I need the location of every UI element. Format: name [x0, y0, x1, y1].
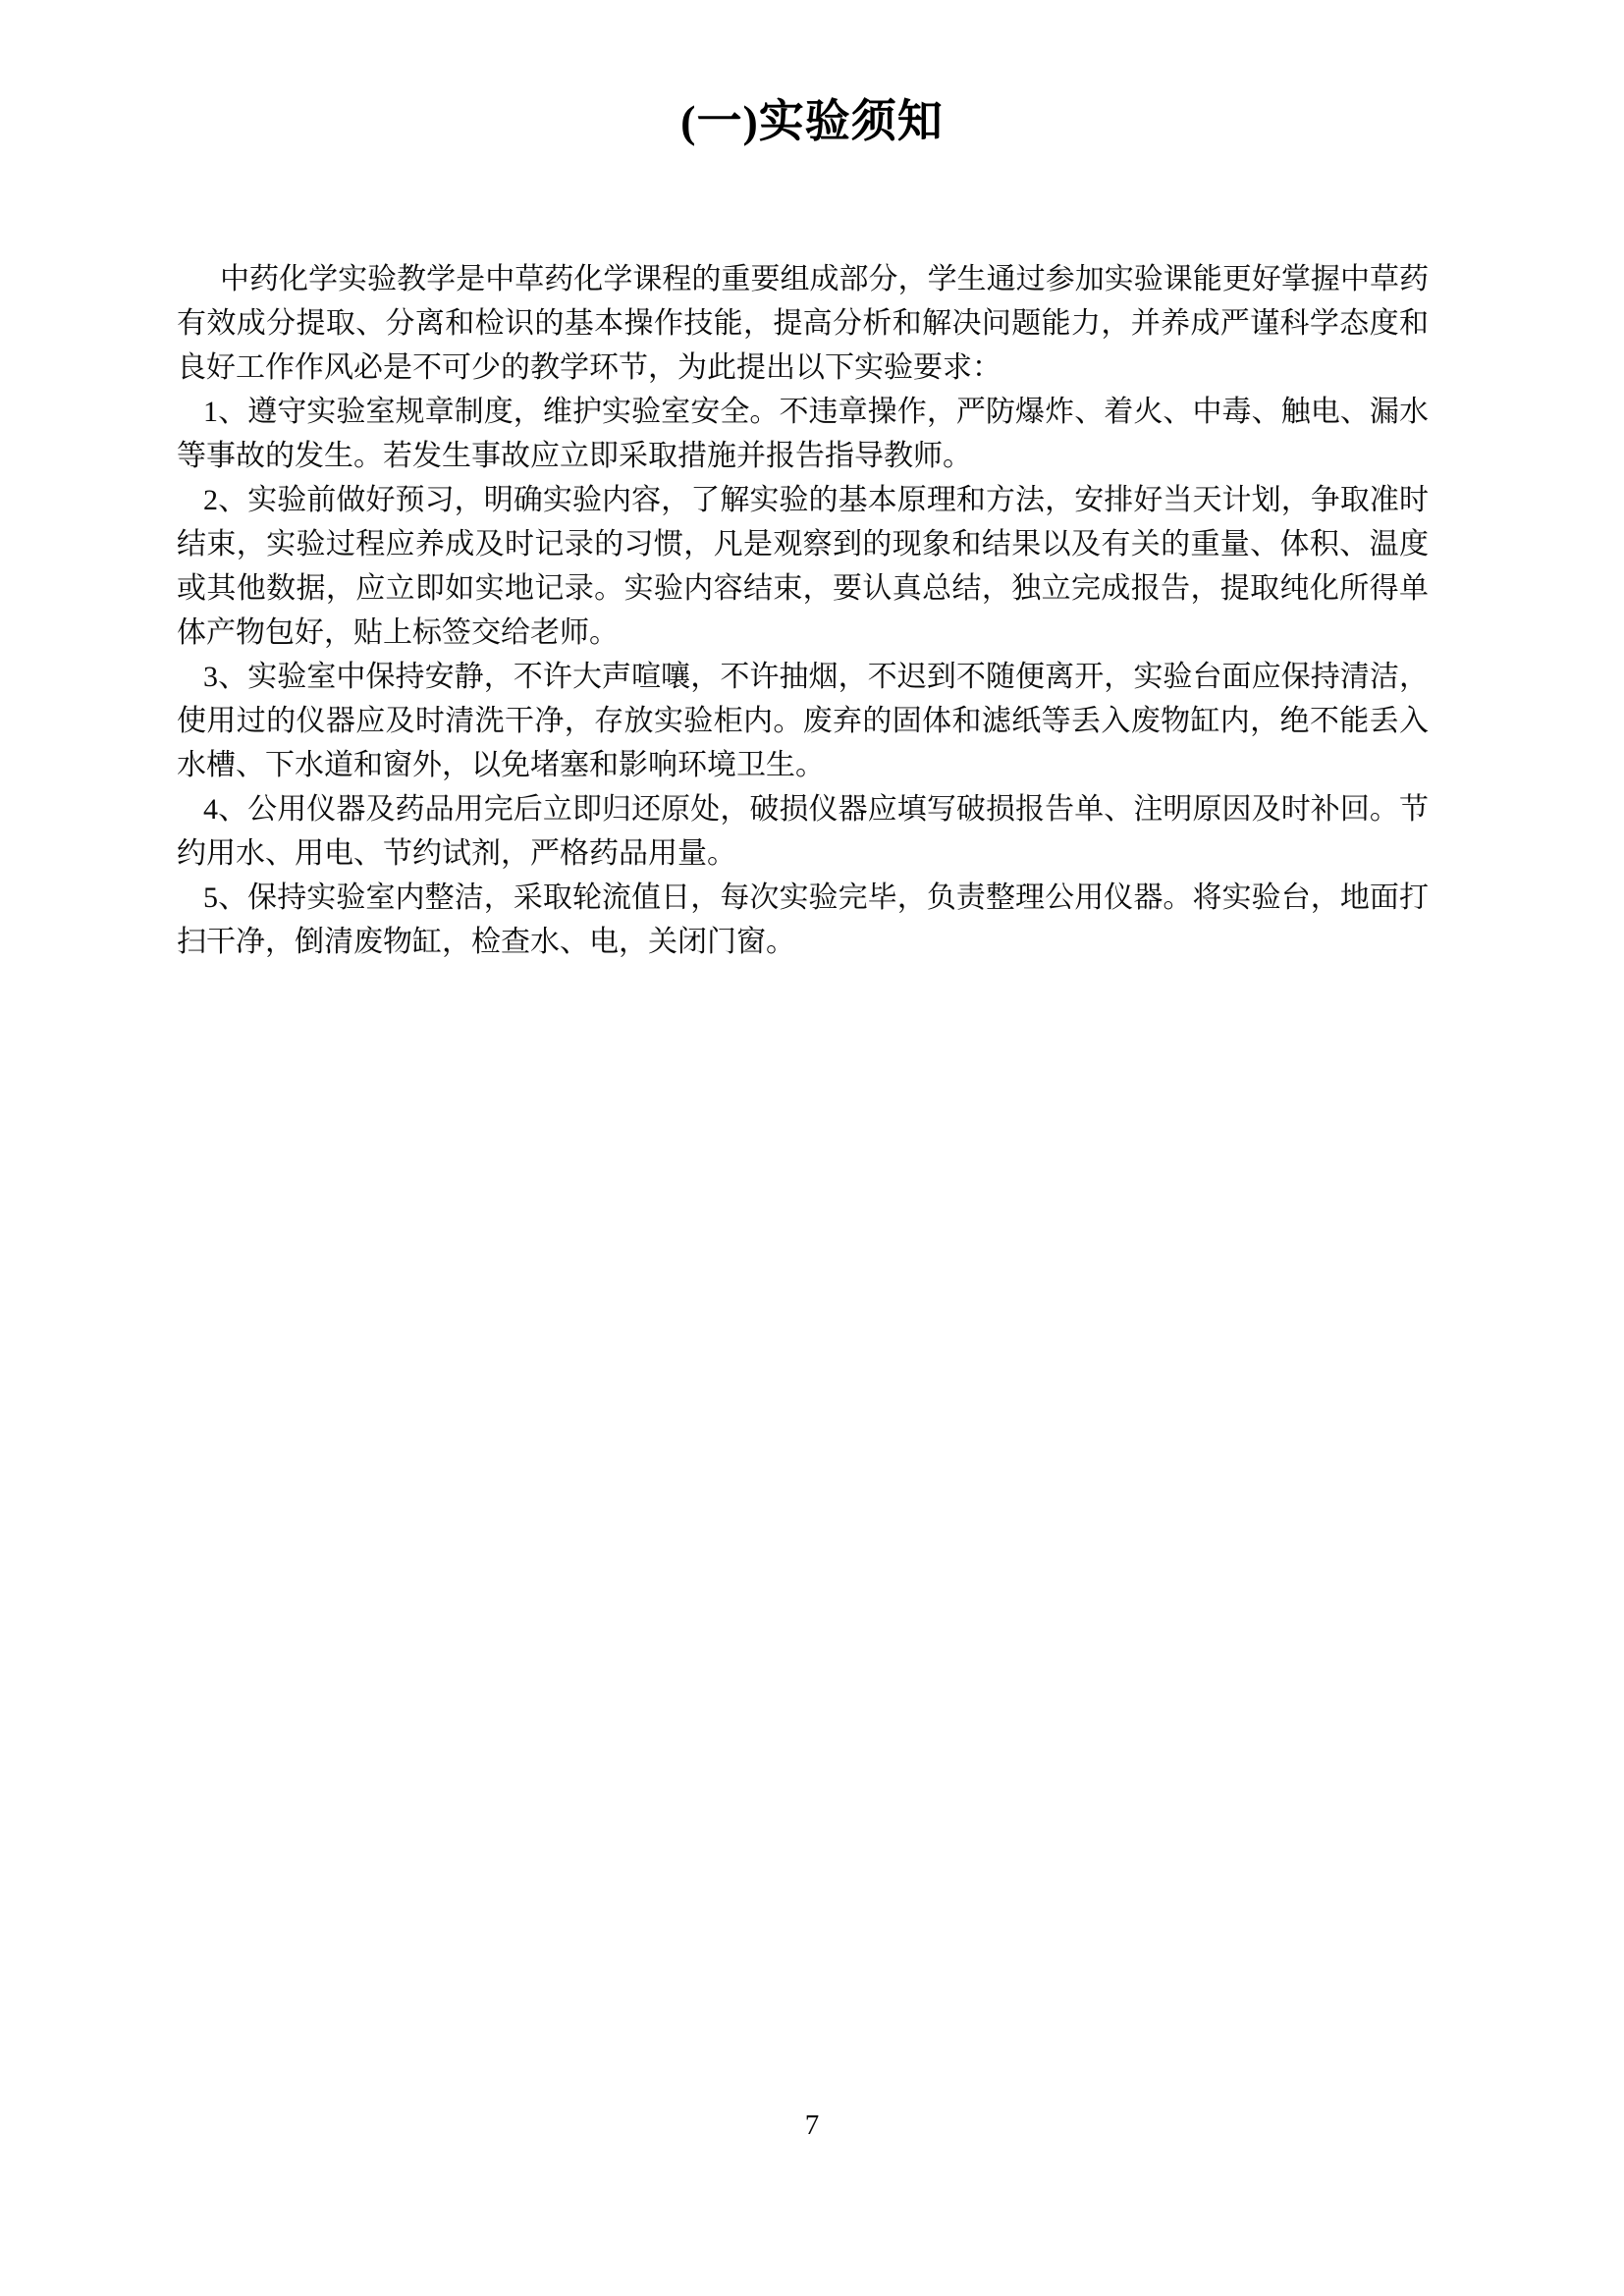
page-number: 7	[804, 2109, 820, 2141]
document-body	[177, 257, 1429, 964]
rule-item-2: 2、实验前做好预习，明确实验内容，了解实验的基本原理和方法，安排好当天计划，争取准时结束，实验过程应养成及时记录的习惯，凡是观察到的现象和结果以及有关的重量、体积、温度或其他数据，应立即如实地记录。实验内容结束，要认真总结，独立完成报告，提取纯化所得单体产物包好，贴上标签交给老师。	[177, 484, 1429, 649]
intro-paragraph: 中药化学实验教学是中草药化学课程的重要组成部分，学生通过参加实验课能更好掌握中草药有效成分提取、分离和检识的基本操作技能，提高分析和解决问题能力，并养成严谨科学态度和良好工作作风必是不可少的教学环节，为此提出以下实验要求：	[177, 263, 1429, 384]
page-title: (一)实验须知	[680, 96, 944, 146]
rule-item-5: 5、保持实验室内整洁，采取轮流值日，每次实验完毕，负责整理公用仪器。将实验台，地面打扫干净，倒清废物缸，检查水、电，关闭门窗。	[177, 881, 1429, 958]
rule-item-1: 1、遵守实验室规章制度，维护实验室安全。不违章操作，严防爆炸、着火、中毒、触电、漏水等事故的发生。若发生事故应立即采取措施并报告指导教师。	[177, 396, 1429, 472]
rule-item-3: 3、实验室中保持安静，不许大声喧嚷，不许抽烟，不迟到不随便离开，实验台面应保持清洁，使用过的仪器应及时清洗干净，存放实验柜内。废弃的固体和滤纸等丢入废物缸内，绝不能丢入水槽、下水道和窗外，以免堵塞和影响环境卫生。	[177, 661, 1429, 781]
rule-item-4: 4、公用仪器及药品用完后立即归还原处，破损仪器应填写破损报告单、注明原因及时补回。节约用水、用电、节约试剂，严格药品用量。	[177, 793, 1429, 870]
